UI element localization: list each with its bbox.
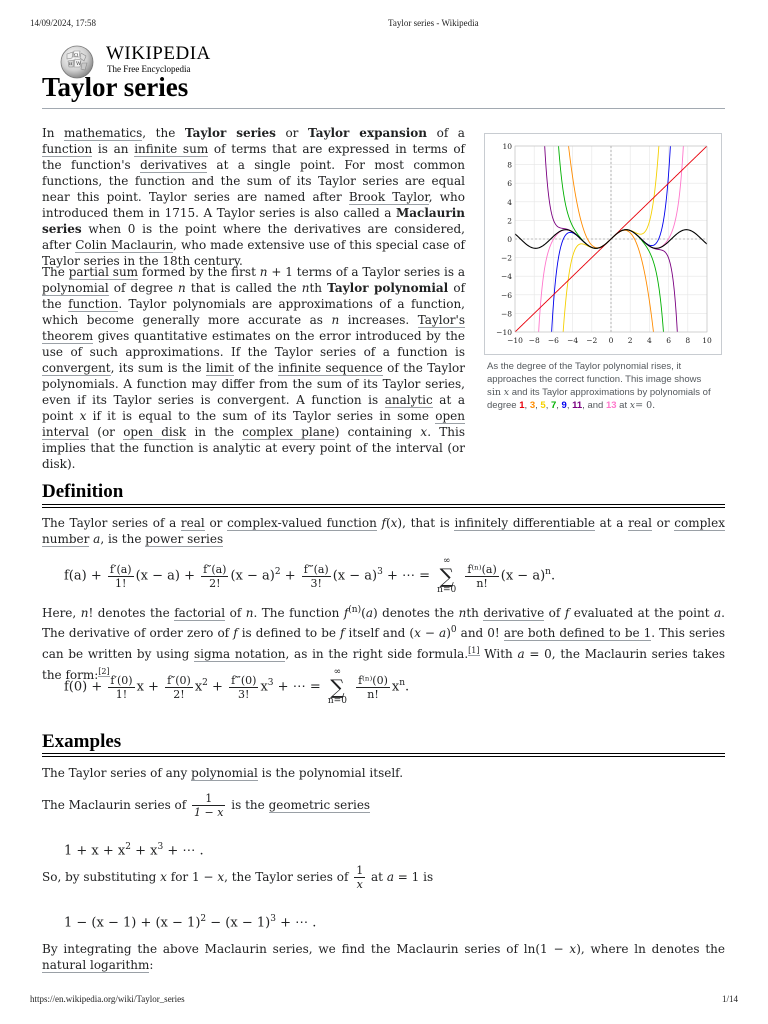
link-brook-taylor[interactable]: Brook Taylor bbox=[348, 190, 429, 204]
x-tick-label: −2 bbox=[586, 336, 598, 345]
print-url: https://en.wikipedia.org/wiki/Taylor_series bbox=[30, 994, 185, 1004]
link-complex-number[interactable]: complex number bbox=[42, 516, 725, 546]
citation-2[interactable]: [2] bbox=[98, 667, 110, 676]
y-tick-label: 10 bbox=[502, 142, 512, 151]
examples-paragraph-3: So, by substituting x for 1 − x, the Taylor series of $\frac{1}{x}$ at a = 1 is bbox=[42, 864, 434, 891]
y-tick-label: −6 bbox=[500, 290, 512, 300]
link-limit[interactable]: limit bbox=[205, 361, 234, 375]
link-mathematics[interactable]: mathematics bbox=[64, 126, 143, 140]
link-function-2[interactable]: function bbox=[68, 297, 119, 311]
x-tick-label: 10 bbox=[702, 336, 712, 345]
intro-paragraph-2: The partial sum formed by the first n + 1 terms of a Taylor series is a polynomial of degree n that is called the nth Taylor polynomial of the function. Taylor polynomials are approximations of a function, which become generally more accurate as n increases. Taylor's theorem gives quantitative estimates on the error introduced by the use of such approximations. If the Taylor series of a function is convergent, its sum is the limit of the infinite sequence of the Taylor polynomials. A function may differ from the sum of its Taylor series, even if its Taylor series is convergent. A function is analytic at a point x if it is equal to the sum of its Taylor series in some open interval (or open disk in the complex plane) containing x. This implies that the function is analytic at every point of the interval (or disk). bbox=[42, 265, 466, 471]
link-derivative[interactable]: derivative bbox=[483, 606, 545, 620]
citation-1[interactable]: [1] bbox=[468, 646, 480, 655]
figure-caption: As the degree of the Taylor polynomial rises, it approaches the correct function. This image shows sin x and its Taylor approximations by polynomials of degree 1, 3, 5, 7, 9, 11, and 13 at x= 0. bbox=[487, 361, 711, 411]
link-complex-plane[interactable]: complex plane bbox=[242, 425, 335, 439]
link-sigma-notation[interactable]: sigma notation bbox=[193, 647, 286, 661]
x-tick-label: 6 bbox=[666, 336, 671, 345]
x-tick-label: 2 bbox=[627, 336, 633, 345]
taylor-chart bbox=[485, 134, 721, 354]
wikipedia-wordmark: WIKIPEDIA bbox=[106, 43, 211, 64]
fraction-term-3: $\frac{f‴(a)}{3!}$ bbox=[303, 562, 329, 590]
fraction-term-1: $\frac{f'(a)}{1!}$ bbox=[109, 562, 132, 590]
y-tick-label: −2 bbox=[500, 253, 512, 263]
maclaurin-series-formula: f(0) + $\frac{f'(0)}{1!}$ x + $\frac{f''(0)}{2!}$ $x^2$ + $\frac{f‴(0)}{3!}$ $x^3$ + ⋯ = ∞ ∑ n=0 $\frac{\text{f⁽ⁿ⁾(0)}}{n!}$ $x^n$. bbox=[64, 667, 410, 706]
link-infinite-sequence[interactable]: infinite sequence bbox=[278, 361, 383, 375]
link-infinitely-differentiable[interactable]: infinitely differentiable bbox=[454, 516, 595, 530]
link-power-series[interactable]: power series bbox=[145, 532, 224, 546]
x-tick-label: 0 bbox=[608, 336, 614, 345]
print-datetime: 14/09/2024, 17:58 bbox=[30, 18, 97, 28]
link-open-disk[interactable]: open disk bbox=[123, 425, 187, 439]
svg-text:W: W bbox=[76, 61, 82, 67]
link-real-2[interactable]: real bbox=[628, 516, 652, 530]
geometric-series-formula: $1 + x + x^2 + x^3$ + ⋯ . bbox=[64, 842, 204, 859]
y-tick-label: 6 bbox=[507, 179, 512, 189]
svg-text:И: И bbox=[69, 61, 73, 66]
print-footer bbox=[30, 994, 738, 1006]
link-polynomial[interactable]: polynomial bbox=[42, 281, 109, 295]
fraction-one-over-x: $\frac{1}{x}$ bbox=[356, 864, 364, 891]
fraction-term-2: $\frac{f''(0)}{2!}$ bbox=[167, 673, 191, 701]
link-derivatives[interactable]: derivatives bbox=[140, 158, 208, 172]
y-tick-label: −8 bbox=[500, 309, 512, 319]
title-divider bbox=[42, 108, 725, 109]
link-polynomial-2[interactable]: polynomial bbox=[191, 766, 258, 780]
heading-definition: Definition bbox=[42, 481, 124, 502]
x-tick-label: −6 bbox=[547, 336, 559, 345]
y-tick-label: 4 bbox=[507, 197, 512, 207]
fraction-general-term: $\frac{\text{f⁽ⁿ⁾(a)}}{n!}$ bbox=[467, 562, 497, 590]
heading-examples: Examples bbox=[42, 731, 122, 752]
link-infinite-sum[interactable]: infinite sum bbox=[134, 142, 209, 156]
link-geometric-series[interactable]: geometric series bbox=[268, 798, 371, 812]
taylor-one-over-x-formula: $1 - (x - 1) + (x - 1)^2 - (x - 1)^3$ + ⋯ . bbox=[64, 914, 317, 931]
summation-symbol: ∞ ∑ n=0 bbox=[437, 556, 457, 595]
x-tick-label: 8 bbox=[685, 336, 691, 345]
wikipedia-tagline: The Free Encyclopedia bbox=[107, 64, 191, 74]
x-tick-label: −10 bbox=[507, 336, 523, 345]
link-open-interval[interactable]: open interval bbox=[42, 409, 465, 439]
link-complex-valued-function[interactable]: complex-valued function bbox=[227, 516, 377, 530]
print-page-number: 1/14 bbox=[721, 994, 738, 1004]
link-natural-logarithm[interactable]: natural logarithm bbox=[42, 958, 150, 972]
fraction-general-term: $\frac{\text{f⁽ⁿ⁾(0)}}{n!}$ bbox=[358, 673, 388, 701]
link-function[interactable]: function bbox=[42, 142, 93, 156]
link-analytic[interactable]: analytic bbox=[384, 393, 433, 407]
link-factorial[interactable]: factorial bbox=[174, 606, 226, 620]
page-title: Taylor series bbox=[42, 72, 189, 102]
fraction-term-2: $\frac{f''(a)}{2!}$ bbox=[203, 562, 227, 590]
intro-paragraph-1: In mathematics, the Taylor series or Taylor expansion of a function is an infinite sum of terms that are expressed in terms of the function's derivatives at a single point. For most common functions, the function and the sum of its Taylor series are equal near this point. Taylor series are named after Brook Taylor, who introduced them in 1715. A Taylor series is also called a Maclaurin series when 0 is the point where the derivatives are considered, after Colin Maclaurin, who made extensive use of this special case of Taylor series in the 18th century. bbox=[42, 126, 466, 268]
examples-divider bbox=[42, 753, 725, 757]
taylor-approximation-figure[interactable] bbox=[484, 133, 722, 355]
examples-paragraph-4: By integrating the above Maclaurin series, we find the Maclaurin series of ln(1 − x), where ln denotes the natural logarithm: bbox=[42, 942, 725, 972]
link-convergent[interactable]: convergent bbox=[42, 361, 111, 375]
x-tick-label: 4 bbox=[647, 336, 652, 345]
x-tick-label: −8 bbox=[528, 336, 540, 345]
definition-paragraph-1: The Taylor series of a real or complex-valued function f(x), that is infinitely differentiable at a real or complex number a, is the power series bbox=[42, 516, 725, 546]
fraction-term-1: $\frac{f'(0)}{1!}$ bbox=[110, 673, 133, 701]
print-title: Taylor series - Wikipedia bbox=[388, 18, 479, 28]
y-tick-label: 0 bbox=[507, 235, 512, 244]
examples-paragraph-1: The Taylor series of any polynomial is the polynomial itself. bbox=[42, 766, 404, 780]
link-both-defined[interactable]: are both defined to be 1 bbox=[503, 626, 652, 640]
summation-symbol: ∞ ∑ n=0 bbox=[327, 667, 347, 706]
taylor-series-formula: f(a) + $\frac{f'(a)}{1!}$ (x − a) + $\frac{f''(a)}{2!}$ $(x - a)^2$ + $\frac{f‴(a)}{3!}$ $(x - a)^3$ + ⋯ = ∞ ∑ n=0 $\frac{\text{f⁽ⁿ⁾(a)}}{n!}$ $(x - a)^n$. bbox=[64, 556, 556, 595]
link-real[interactable]: real bbox=[180, 516, 205, 530]
fraction-term-3: $\frac{f‴(0)}{3!}$ bbox=[231, 673, 257, 701]
fraction-one-over-one-minus-x: $\frac{1}{1 - x}$ bbox=[194, 792, 224, 819]
y-tick-label: 2 bbox=[507, 216, 512, 226]
definition-paragraph-2: Here, n! denotes the factorial of n. The function $f^{(n)}(a)$ denotes the nth derivative of f evaluated at the point a. The derivative of order zero of f is defined to be f itself and $(x - a)^0$ and 0! are both defined to be 1. This series can be written by using sigma notation, as in the right side formula.[1] With a = 0, the Maclaurin series takes the form:[2] bbox=[42, 605, 726, 682]
link-colin-maclaurin[interactable]: Colin Maclaurin bbox=[75, 238, 174, 252]
y-tick-label: −4 bbox=[500, 272, 512, 282]
definition-divider bbox=[42, 504, 725, 508]
link-taylors-theorem[interactable]: Taylor's theorem bbox=[42, 313, 465, 343]
examples-paragraph-2: The Maclaurin series of $\frac{1}{1 - x}$ is the geometric series bbox=[42, 792, 371, 819]
print-header bbox=[30, 18, 738, 30]
link-partial-sum[interactable]: partial sum bbox=[68, 265, 139, 279]
y-tick-label: −10 bbox=[496, 328, 512, 337]
y-tick-label: 8 bbox=[507, 160, 512, 170]
x-tick-label: −4 bbox=[567, 336, 579, 345]
svg-text:Ω: Ω bbox=[74, 52, 79, 59]
